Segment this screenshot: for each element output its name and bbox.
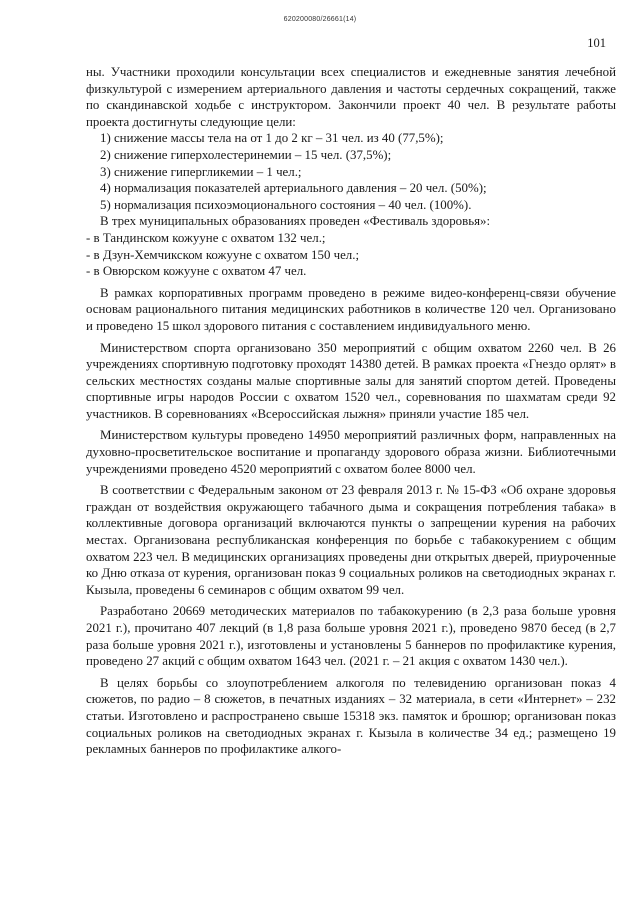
result-item-3: 3) снижение гипергликемии – 1 чел.; <box>100 164 302 179</box>
festival-item-2: - в Дзун-Хемчикском кожууне с охватом 150 чел.; <box>86 247 360 262</box>
paragraph-intro: ны. Участники проходили консультации всех специалистов и ежедневные занятия лечебной физкультурой с измерением артериального давления и частоты сердечных сокращений, также по скандинавской ходьбе с инструктором. Закончили проект 40 чел. В результате работы проекта достигнуты следующие цели: <box>86 65 616 129</box>
result-item-4: 4) нормализация показателей артериального давления – 20 чел. (50%); <box>100 181 487 196</box>
paragraph-law: В соответствии с Федеральным законом от 23 февраля 2013 г. № 15-ФЗ «Об охране здоровья граждан от воздействия окружающего табачного дыма и сокращения потребления табака» в коллективные договора организаций включаются пункты о запрещении курения на рабочих местах. Организована республиканская конференция по борьбе с табакокурением с общим охватом 223 чел. В медицинских организациях проведены дни открытых дверей, приуроченные ко Дню отказа от курения, организован показ 9 социальных роликов на светодиодных экранах г. Кызыла, проведены 6 семинаров с общим охватом 99 чел. <box>86 483 616 597</box>
result-item-5: 5) нормализация психоэмоционального состояния – 40 чел. (100%). <box>100 197 472 212</box>
page-number: 101 <box>587 36 606 50</box>
paragraph-culture: Министерством культуры проведено 14950 мероприятий различных форм, направленных на духовно-просветительское воспитание и пропаганду здорового образа жизни. Библиотечными учреждениями проведено 4520 мероприятий с охватом более 8000 чел. <box>86 428 616 476</box>
result-item-2: 2) снижение гиперхолестеринемии – 15 чел. (37,5%); <box>100 147 392 162</box>
document-id: 620200080/26661(14) <box>283 16 357 23</box>
festival-item-1: - в Тандинском кожууне с охватом 132 чел.; <box>86 230 326 245</box>
result-item-1: 1) снижение массы тела на от 1 до 2 кг – 31 чел. из 40 (77,5%); <box>100 131 444 146</box>
paragraph-sport: Министерством спорта организовано 350 мероприятий с общим охватом 2260 чел. В 26 учреждениях спортивную подготовку проходят 14380 детей. В рамках проекта «Гнездо орлят» в сельских местностях созданы малые спортивные залы для занятий спортом детей. Проведены спортивные игры народов России с охватом 1520 чел., соревнования по шахматам среди 92 участников. В соревнованиях «Всероссийская лыжня» приняли участие 185 чел. <box>86 340 616 421</box>
paragraph-corporate: В рамках корпоративных программ проведено в режиме видео-конференц-связи обучение основам рационального питания медицинских работников в количестве 120 чел. Организовано и проведено 15 школ здорового питания с составлением индивидуального меню. <box>86 285 616 333</box>
festival-intro: В трех муниципальных образованиях проведен «Фестиваль здоровья»: <box>100 214 491 229</box>
festival-item-3: - в Овюрском кожууне с охватом 47 чел. <box>86 264 307 279</box>
paragraph-alcohol: В целях борьбы со злоупотреблением алкоголя по телевидению организован показ 4 сюжетов, по радио – 8 сюжетов, в печатных изданиях – 32 материала, в сети «Интернет» – 232 статьи. Изготовлено и распространено свыше 15318 экз. памяток и брошюр; организован показ социальных роликов на светодиодных экранах г. Кызыла в количестве 34 ед.; размещено 19 рекламных баннеров по профилактике алкого- <box>86 675 616 757</box>
body-text <box>86 64 616 758</box>
paragraph-materials: Разработано 20669 методических материалов по табакокурению (в 2,3 раза больше уровня 2021 г.), прочитано 407 лекций (в 1,8 раза больше уровня 2021 г.), проведено 9870 бесед (в 2,7 раза больше уровня 2021 г.), изготовлены и установлены 5 баннеров по профилактике курения, проведено 27 акций с общим охватом 1643 чел. (2021 г. – 21 акция с охватом 1430 чел.). <box>86 604 616 669</box>
